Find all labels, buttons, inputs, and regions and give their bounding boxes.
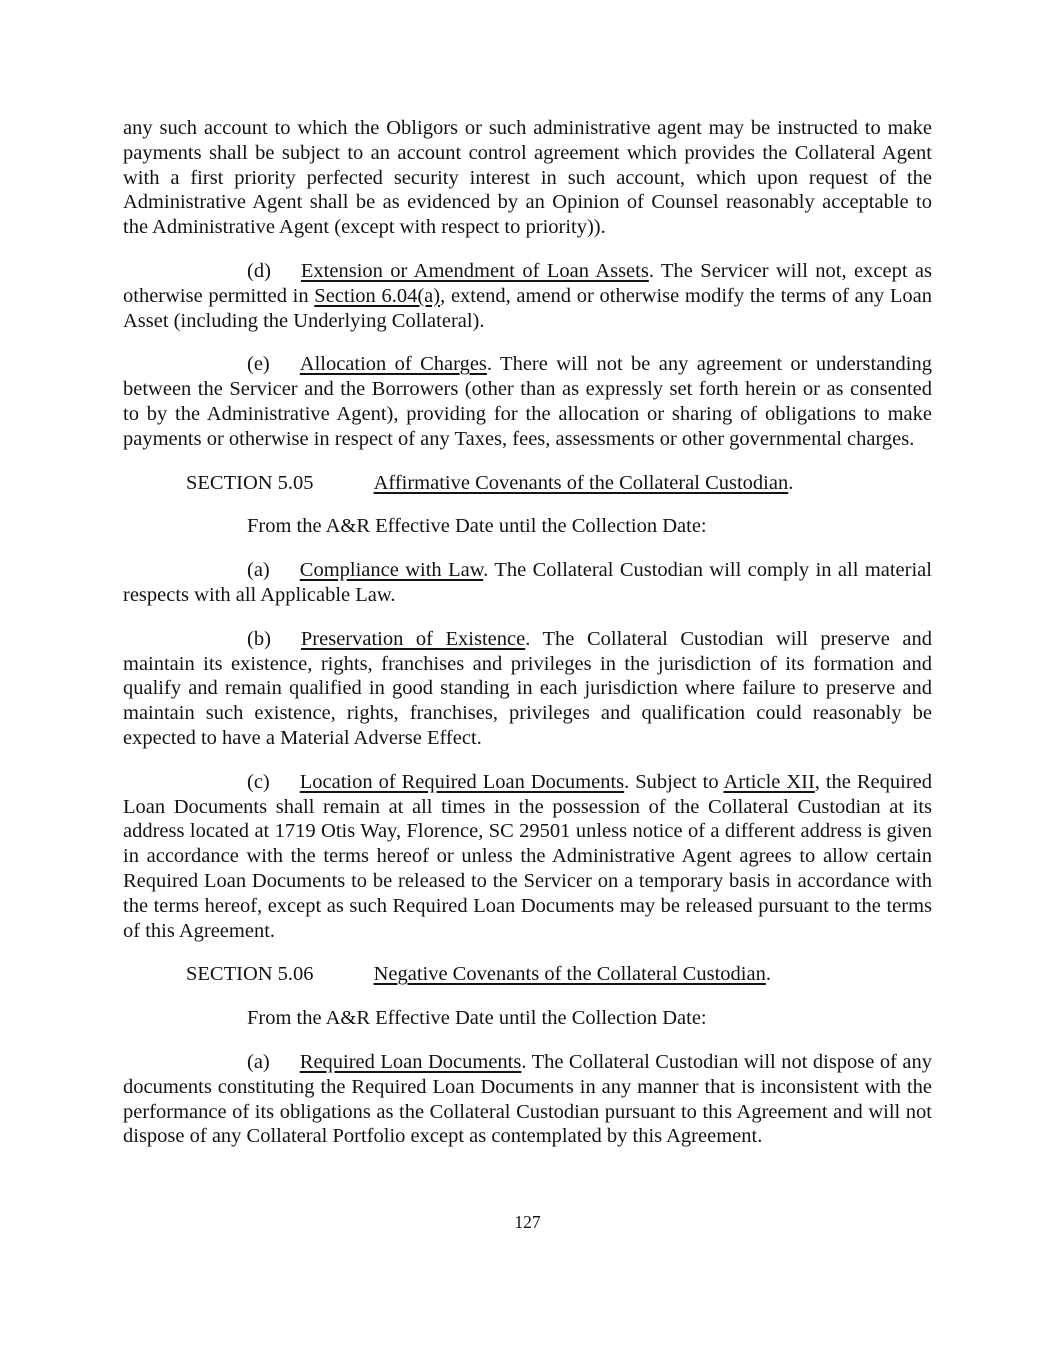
paragraph-lead-in xyxy=(123,514,932,539)
text-run: . The Collateral Custodian will comply in all material respects with all Applicable Law. xyxy=(123,559,932,606)
text-run: any such account to which the Obligors or such administrative agent may be instructed to make payments shall be subject to an account control agreement which provides the Collateral Agent with a first priority perfected security interest in such account, which upon request of the Administrative Agent shall be as evidenced by an Opinion of Counsel reasonably acceptable to the Administrative Agent (except with respect to priority)). xyxy=(123,117,932,239)
list-label: (b) xyxy=(247,627,271,650)
paragraph-lead-in xyxy=(123,1006,932,1031)
text-run: From the A&R Effective Date until the Collection Date: xyxy=(247,1007,707,1030)
text-run: , the Required Loan Documents shall remain at all times in the possession of the Collateral Custodian at its address located at 1719 Otis Way, Florence, SC 29501 unless notice of a different address is given in accordance with the terms hereof or unless the Administrative Agent agrees to allow certain Required Loan Documents to be released to the Servicer on a temporary basis in accordance with the terms hereof, except as such Required Loan Documents may be released pursuant to the terms of this Agreement. xyxy=(123,770,932,942)
paragraph-item-a2 xyxy=(123,1050,932,1149)
page-number: 127 xyxy=(514,1212,541,1232)
underlined-term: Required Loan Documents xyxy=(299,1050,522,1073)
section-heading-5-06 xyxy=(123,962,932,987)
text-run: . Subject to xyxy=(624,770,724,793)
text-run: . The Collateral Custodian will not dispose of any documents constituting the Required Loan Documents in any manner that is inconsistent with the performance of its obligations as the Collateral Custodian pursuant to this Agreement and will not dispose of any Collateral Portfolio except as contemplated by this Agreement. xyxy=(123,1050,933,1148)
text-run: From the A&R Effective Date until the Collection Date: xyxy=(247,515,707,538)
section-number: SECTION 5.05 xyxy=(186,471,314,494)
section-number: SECTION 5.06 xyxy=(186,963,314,986)
underlined-term: Allocation of Charges xyxy=(299,353,487,376)
list-label: (e) xyxy=(247,353,270,376)
list-label: (c) xyxy=(247,770,270,793)
section-title: Affirmative Covenants of the Collateral Custodian xyxy=(373,471,789,494)
text-run: . xyxy=(765,963,771,986)
text-run: . There will not be any agreement or understanding between the Servicer and the Borrowers (other than as expressly set forth herein or as consented to by the Administrative Agent), providing for the allocation or sharing of obligations to make payments or otherwise in respect of any Taxes, fees, assessments or other governmental charges. xyxy=(123,353,933,450)
underlined-term: Extension or Amendment of Loan Assets xyxy=(300,259,649,282)
text-run: , extend, amend or otherwise modify the terms of any Loan Asset (including the Underlying Collateral). xyxy=(123,284,933,332)
text-run: . The Servicer will not, except as otherwise permitted in xyxy=(123,259,933,307)
underlined-term: Preservation of Existence xyxy=(300,627,526,650)
text-run: . The Collateral Custodian will preserve and maintain its existence, rights, franchises and privileges in the jurisdiction of its formation and qualify and remain qualified in good standing in each jurisdiction where failure to preserve and maintain such existence, rights, franchises, privileges and qualification could reasonably be expected to have a Material Adverse Effect. xyxy=(123,627,933,749)
paragraph-item-b xyxy=(123,627,932,751)
underlined-term: Compliance with Law xyxy=(299,559,484,582)
list-label: (d) xyxy=(247,259,271,282)
underlined-term: Location of Required Loan Documents xyxy=(299,770,625,793)
paragraph-item-e xyxy=(123,352,932,451)
paragraph-continuation xyxy=(123,116,932,240)
section-title: Negative Covenants of the Collateral Custodian xyxy=(373,963,766,986)
underlined-cross-reference: Section 6.04(a) xyxy=(314,284,441,307)
paragraph-item-d xyxy=(123,259,932,333)
text-run: . xyxy=(788,471,794,494)
paragraph-item-c xyxy=(123,770,932,944)
list-label: (a) xyxy=(247,559,270,582)
underlined-cross-reference: Article XII xyxy=(723,770,815,793)
paragraph-item-a xyxy=(123,558,932,608)
section-heading-5-05 xyxy=(123,471,932,496)
list-label: (a) xyxy=(247,1050,270,1073)
document-body xyxy=(123,116,932,1168)
